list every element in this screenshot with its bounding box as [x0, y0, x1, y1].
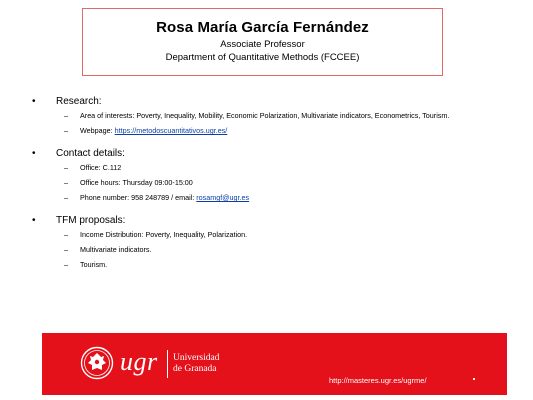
list-item-text: Office: C.112 — [80, 163, 122, 172]
bullet-icon: • — [32, 215, 36, 226]
section-title: TFM proposals: — [56, 215, 126, 226]
list-item-text: Multivariate indicators. — [80, 245, 152, 254]
webpage-link[interactable]: https://metodoscuantitativos.ugr.es/ — [114, 126, 228, 135]
university-line2: de Granada — [173, 364, 217, 374]
bullet-icon: • — [32, 96, 36, 107]
section-heading-contact — [32, 148, 502, 159]
university-line1: Universidad — [173, 353, 220, 363]
university-name — [173, 353, 219, 375]
sub-list — [32, 163, 502, 203]
section-title: Research: — [56, 96, 102, 107]
phone-email-item — [80, 193, 502, 203]
dash-icon: – — [64, 163, 68, 172]
section-research — [32, 96, 502, 136]
footer-banner — [42, 333, 507, 395]
list-item — [64, 163, 502, 173]
bullet-icon: • — [32, 148, 36, 159]
dash-icon: – — [64, 230, 68, 239]
list-item — [64, 260, 502, 270]
list-item-text: Area of interests: Poverty, Inequality, Mobility, Economic Polarization, Multivariate indicators, Econometrics, Tourism. — [80, 111, 450, 120]
footer-dot — [473, 378, 475, 380]
professor-position: Associate Professor — [220, 39, 305, 50]
list-item-text: Tourism. — [80, 260, 108, 269]
title-box — [82, 8, 443, 76]
sub-list — [32, 111, 502, 136]
webpage-item — [80, 126, 502, 136]
professor-department: Department of Quantitative Methods (FCCEE) — [165, 52, 360, 63]
phone-email-label: Phone number: 958 248789 / email: — [80, 193, 197, 202]
dash-icon: – — [64, 245, 68, 254]
logo-divider — [167, 350, 168, 378]
list-item — [64, 111, 502, 121]
email-link[interactable]: rosamgf@ugr.es — [196, 193, 250, 202]
professor-name: Rosa María García Fernández — [156, 19, 369, 36]
section-contact — [32, 148, 502, 203]
dash-icon: – — [64, 193, 68, 202]
dash-icon: – — [64, 178, 68, 187]
list-item-text: Income Distribution: Poverty, Inequality, Polarization. — [80, 230, 248, 239]
list-item — [64, 178, 502, 188]
section-title: Contact details: — [56, 148, 125, 159]
list-item-text: Office hours: Thursday 09:00-15:00 — [80, 178, 193, 187]
dash-icon: – — [64, 111, 68, 120]
dash-icon: – — [64, 260, 68, 269]
ugr-logo-text: ugr — [120, 347, 158, 376]
sub-list — [32, 230, 502, 270]
webpage-label: Webpage: — [80, 126, 115, 135]
dash-icon: – — [64, 126, 68, 135]
section-heading-research — [32, 96, 502, 107]
list-item — [64, 230, 502, 240]
university-crest-icon — [80, 346, 114, 380]
masters-url-link[interactable]: http://masteres.ugr.es/ugrme/ — [329, 376, 427, 385]
list-item — [64, 245, 502, 255]
section-tfm — [32, 215, 502, 270]
list-item — [64, 126, 502, 136]
list-item — [64, 193, 502, 203]
content — [32, 96, 502, 282]
section-heading-tfm — [32, 215, 502, 226]
